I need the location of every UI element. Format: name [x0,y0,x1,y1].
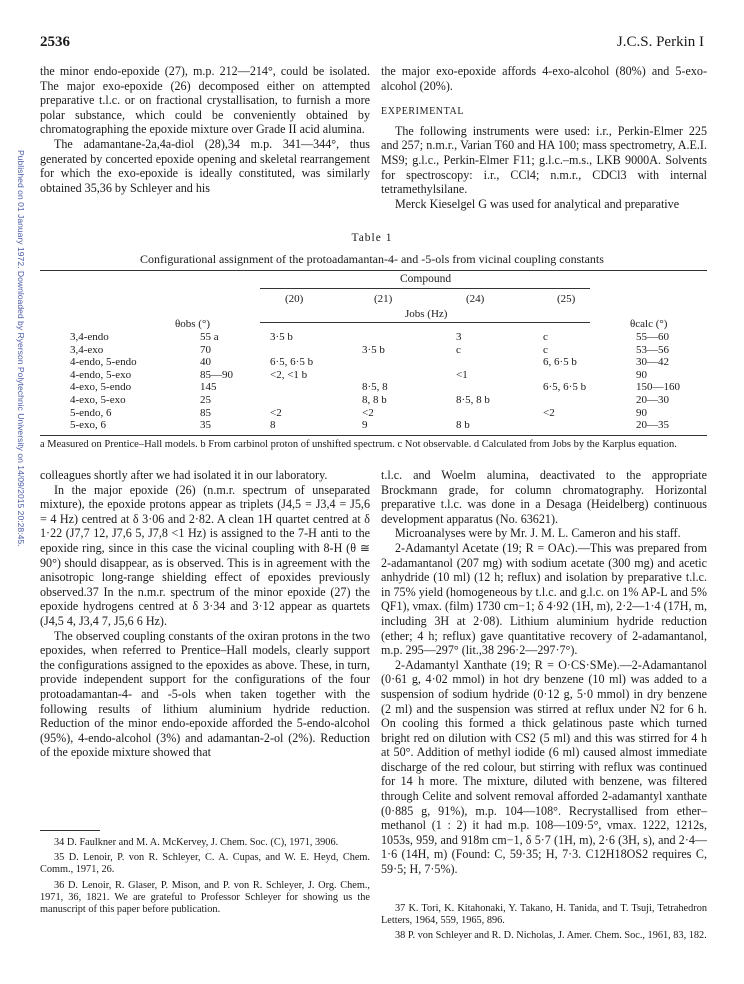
table-footnote: a Measured on Prentice–Hall models. b From carbinol proton of unshifted spectrum. c Not observable. d Calculated from Jobs by the Karplus equation. [40,439,677,450]
table-cell [543,369,586,382]
table-cell: c [543,343,548,356]
bottom-right-column [381,468,707,877]
footnote: 37 K. Tori, K. Kitahonaki, Y. Takano, H. Tanida, and T. Tsuji, Tetrahedron Letters, 1964, 559, 1965, 896. [381,903,707,927]
paragraph: In the major epoxide (26) (n.m.r. spectrum of unseparated mixture), the epoxide protons appear as triplets (J4,5 = J3,4 = J5,6 = 4 Hz) centred at δ 3·06 and 2·82. A clean 1H quartet centred at δ 1·22 (J7,7 12, J7,6 5, J7,8 <1 Hz) is assigned to the 7-H anti to the epoxide ring, since in this case the vicinal coupling with 8-H (θ ≅ 90°) should disappear, as is observed. This is in agreement with the anisotropic long-range shielding effect of epoxides previously observed.37 In the n.m.r. spectrum of the minor epoxide (27) the epoxide hydrogens centred at δ 3·34 and 3·12 appear as quartets (J4,5 4, J3,4 7, J5,6 6 Hz). [40,482,370,628]
table-cell: 8·5, 8 [362,381,388,394]
footnote: 34 D. Faulkner and M. A. McKervey, J. Chem. Soc. (C), 1971, 3906. [54,837,339,848]
table-cell: <1 [456,368,468,381]
table-cell: 150—160 [636,381,680,394]
table-row-labels [70,331,137,432]
page-number: 2536 [40,34,70,50]
compound-24: (24) [466,293,485,305]
table-cell: <2 [270,406,282,419]
table-cell: 53—56 [636,343,669,356]
table-col-20 [270,331,313,432]
table-cell: <2 [543,406,555,419]
table-label: Table 1 [351,232,393,244]
paragraph: Merck Kieselgel G was used for analytical and preparative [395,196,680,211]
table-cell: 90 [636,368,647,381]
table-cell: 70 [200,343,211,356]
compound-21: (21) [374,293,393,305]
theta-calc-header: θcalc (°) [630,318,668,330]
paragraph: 2-Adamantyl Acetate (19; R = OAc).—This was prepared from 2-adamantanol (207 mg) with sodium acetate (300 mg) and acetic anhydride (10 ml) (12 h; reflux) and isolation by preparative t.l.c. in 75% yield (homogeneous by t.l.c. and g.l.c. on 1% AP-L and 5% QF1), νmax. (film) 1730 cm−1; δ 4·92 (1H, m), 2·2—1·4 (17H, m, including 3H at 2·08). Lithium aluminium hydride reduction (ether; 4 h; reflux) gave quantitative recovery of 2-adamantanol, m.p. 295—297° (lit.,38 296·2—297·7°). [381,540,707,658]
table-cell: 3 [456,331,462,343]
paragraph: colleagues shortly after we had isolated it in our laboratory. [40,468,328,482]
table-caption: Configurational assignment of the protoadamantan-4- and -5-ols from vicinal coupling constants [140,252,604,266]
paragraph: The following instruments were used: i.r., Perkin-Elmer 225 and 257; n.m.r., Varian T60 and HA 100; mass spectrometry, A.E.I. MS9; g.l.c., Perkin-Elmer F11; g.l.c.–m.s., LKB 9000A. Solvents for spectroscopy: i.r., CCl4; n.m.r., CDCl3 with internal tetramethylsilane. [381,123,707,197]
table-cell: 90 [636,406,647,419]
top-left-column [40,64,370,195]
jobs-rule [260,322,590,323]
paragraph: The adamantane-2a,4a-diol (28),34 m.p. 341—344°, thus generated by concerted epoxide opening and skeletal rearrangement for which the exo-epoxide is ideally constituted, was similarly obtained 35,36 by Schleyer and his [40,136,370,195]
table-cell [543,419,586,432]
table-cell: 6·5, 6·5 b [543,381,587,394]
paragraph: t.l.c. and Woelm alumina, deactivated to the appropriate Brockmann grade, for column chromatography. Horizontal preparative t.l.c. was done in a Desaga (Heidelberg) continuous development apparatus (No. 63621). [381,468,707,526]
table-cell [456,407,490,420]
paragraph: 2-Adamantyl Xanthate (19; R = O·CS·SMe).—2-Adamantanol (0·61 g, 4·02 mmol) in hot dry benzene (10 ml) was added to a suspension of sodium hydride (0·12 g, 5·0 mmol) in dry benzene (2 ml) and the suspension was stirred at reflux under N2 for 6 h. On cooling this formed a thick gelatinous paste which turned bright red on dilution with CS2 (5 ml) and this was stirred for 4 h at 50°. Addition of methyl iodide (6 ml) caused almost immediate discharge of the red colour, but stirring with reflux was continued for 14 h more. The mixture, diluted with benzene, was filtered through Celite and solvent removal afforded 2-adamantyl xanthate (0·885 g, 91%), m.p. 104—108°. Recrystallised from ether–methanol (1 : 2) it had m.p. 108—109·5°, νmax. 1222, 1212s, 1053s, 959, and 918m cm−1, δ 5·7 (1H, m), 2·6 (3H, s), and 2·4—1·6 (14H, m) (Found: C, 59·35; H, 7·3. C12H18OS2 requires C, 59·5; H, 7·5%). [381,657,707,877]
paragraph: the minor endo-epoxide (27), m.p. 212—214°, could be isolated. The major exo-epoxide (26) decomposed either on attempted preparative t.l.c. or on fractional crystallisation, to furnish a more polar substance, which could be conveniently obtained by chromatographing the epoxide mixture over Grade II acid alumina. [40,64,370,137]
table-col-21 [362,331,388,432]
table-cell: 3·5 b [270,331,293,343]
table-cell: 30—42 [636,356,669,369]
table-cell: 3·5 b [362,343,385,356]
theta-obs-header: θobs (°) [175,318,211,330]
table-cell: c [543,331,548,343]
table-cell [362,369,388,382]
table-cell: 8, 8 b [362,393,387,406]
footnotes-right [381,900,707,943]
table-row-label: 4-endo, 5-exo [70,368,132,381]
table-cell: <2, <1 b [270,368,308,381]
table-cell: 8 b [456,419,470,432]
table-top-rule [40,270,707,271]
compound-20: (20) [285,293,304,305]
footnote-rule [40,830,100,831]
compound-header: Compound [400,273,452,285]
top-right-column [381,64,707,211]
table-row-label: 3,4-exo [70,343,104,356]
table-cell: 145 [200,381,217,394]
table-cell [362,331,388,344]
compound-rule [260,288,590,289]
table-row-label: 4-exo, 5-exo [70,393,126,406]
footnote: 36 D. Lenoir, R. Glaser, P. Mison, and P. von R. Schleyer, J. Org. Chem., 1971, 36, 1821. We are grateful to Professor Schleyer for showing us the manuscript of this paper before publication. [40,879,370,916]
table-cell [456,356,490,369]
bottom-left-column [40,468,370,760]
paragraph: The observed coupling constants of the oxiran protons in the two epoxides, when referred to Prentice–Hall models, clearly support the configurations assigned to the epoxides as above. These, in turn, provide independent support for the configurations of the four protoadamantan-4- and -5-ols when taken together with the following results of lithium aluminium hydride reduction. Reduction of the minor endo-epoxide afforded the 5-endo-alcohol (95%), 4-endo-alcohol (3%) and adamantan-2-ol (2%). Reduction of the epoxide mixture showed that [40,628,370,760]
table-row-label: 5-endo, 6 [70,406,112,419]
table-row-label: 3,4-endo [70,331,109,343]
table-bottom-rule [40,435,707,436]
table-cell: c [456,343,461,356]
footnotes-left [40,834,370,916]
table-col-24 [456,331,490,432]
table-col-calc [636,331,680,432]
table-cell: 55 a [200,331,219,343]
paragraph: the major exo-epoxide affords 4-exo-alcohol (80%) and 5-exo-alcohol (20%). [381,64,707,93]
table-cell: 20—30 [636,393,669,406]
table-cell: 40 [200,356,211,369]
footnote: 38 P. von Schleyer and R. D. Nicholas, J. Amer. Chem. Soc., 1961, 83, 182. [395,930,707,942]
table-cell [543,394,586,407]
table-cell: 8·5, 8 b [456,393,490,406]
table-row-label: 4-exo, 5-endo [70,381,132,394]
table-row-label: 4-endo, 5-endo [70,356,137,369]
table-cell: <2 [362,406,374,419]
compound-25: (25) [557,293,576,305]
table-cell: 35 [200,419,211,432]
footnote: 35 D. Lenoir, P. von R. Schleyer, C. A. Cupas, and W. E. Heyd, Chem. Comm., 1971, 26. [40,852,370,876]
table-cell: 85—90 [200,368,233,381]
table-cell: 20—35 [636,419,669,432]
table-cell: 85 [200,406,211,419]
table-cell: 9 [362,419,368,432]
section-heading: EXPERIMENTAL [381,106,465,118]
table-cell: 25 [200,393,211,406]
table-col-25 [543,331,586,432]
table-col-obs [200,331,233,432]
table-cell [362,356,388,369]
paragraph: Microanalyses were by Mr. J. M. L. Cameron and his staff. [395,526,681,541]
table-row-label: 5-exo, 6 [70,419,107,432]
table-cell [456,381,490,394]
table-cell [270,394,313,407]
journal-name: J.C.S. Perkin I [616,34,704,50]
table-cell [270,344,313,357]
table-cell: 6, 6·5 b [543,356,577,369]
table-cell: 6·5, 6·5 b [270,356,314,369]
table-cell [270,381,313,394]
download-watermark-text: Published on 01 January 1972. Downloaded by Ryerson Polytechnic University on 14/09/2015 20:28:45. [16,150,26,547]
jobs-header: Jobs (Hz) [405,308,448,320]
table-cell: 55—60 [636,331,669,343]
table-cell: 8 [270,419,276,432]
